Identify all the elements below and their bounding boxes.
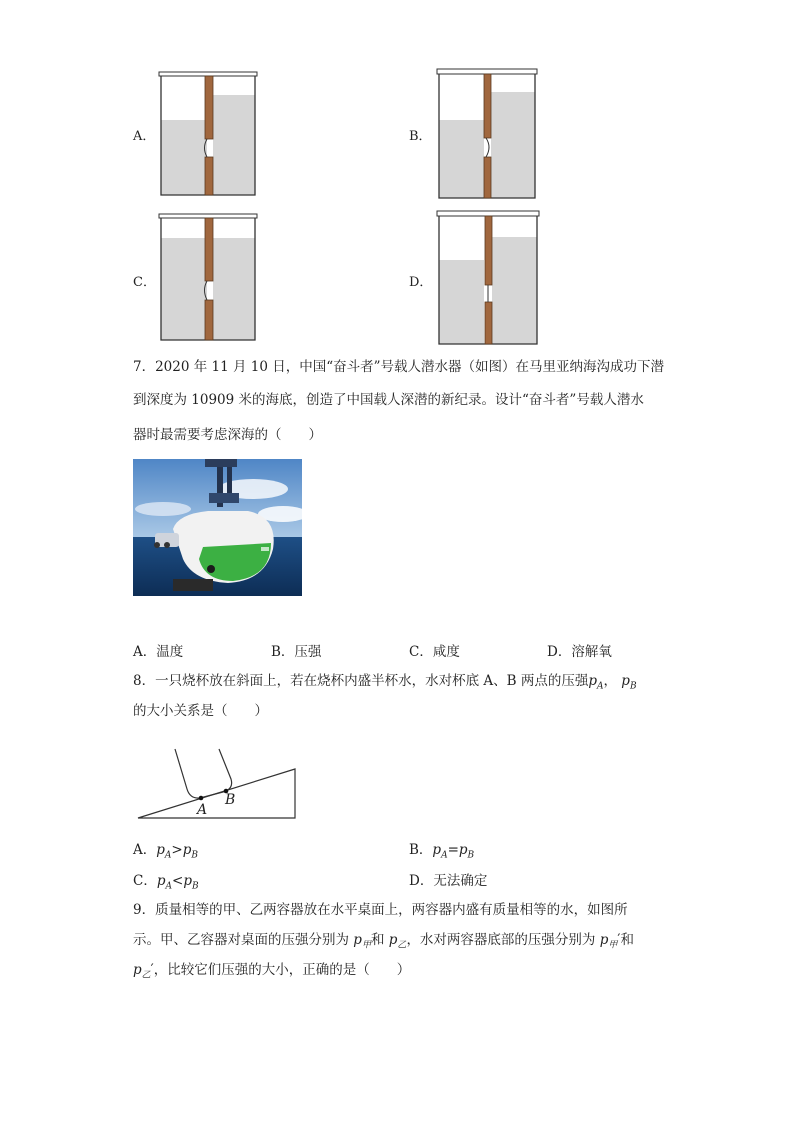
sub-a: A bbox=[441, 850, 448, 861]
comma: ， bbox=[603, 673, 617, 689]
q8-choice-a bbox=[133, 838, 198, 861]
q9-text-end: 和 bbox=[620, 932, 634, 948]
q7-choice-a: A．温度 bbox=[133, 644, 184, 660]
option-b-label: B． bbox=[409, 129, 432, 144]
q9-text-pre: 示。甲、乙容器对桌面的压强分别为 bbox=[133, 932, 354, 948]
diagram-b bbox=[434, 66, 540, 202]
choice-a-prefix: A． bbox=[133, 842, 157, 858]
q9-text-mid1: 和 bbox=[370, 932, 389, 948]
q7-choice-c: C．咸度 bbox=[409, 644, 460, 660]
water-left bbox=[161, 120, 207, 195]
option-c-label: C． bbox=[133, 275, 156, 290]
choice-b-prefix: B． bbox=[409, 842, 433, 858]
q9-text-end: ，比较它们压强的大小，正确的是（ ） bbox=[153, 962, 411, 978]
submersible-photo bbox=[133, 459, 302, 596]
option-a-label: A． bbox=[133, 129, 156, 144]
sub-yi: 乙 bbox=[141, 970, 151, 981]
choice-c-prefix: C． bbox=[133, 873, 157, 889]
partition-upper bbox=[205, 76, 213, 139]
sym-p: p bbox=[133, 962, 142, 978]
diagram-c bbox=[158, 212, 260, 344]
rel-gt: > bbox=[171, 842, 183, 858]
rel-lt: < bbox=[172, 873, 184, 889]
sym-p: p bbox=[599, 932, 609, 948]
q9-text-mid2: ，水对两容器底部的压强分别为 bbox=[406, 932, 600, 948]
beaker bbox=[175, 749, 232, 798]
water-right bbox=[213, 95, 255, 195]
q7-line-2: 到深度为 10909 米的海底，创造了中国载人深潜的新纪录。设计“奋斗者”号载人潜水 bbox=[133, 392, 644, 408]
sym-p: p bbox=[621, 673, 630, 689]
q8-line-2: 的大小关系是（ ） bbox=[133, 703, 268, 719]
rel-eq: = bbox=[447, 842, 459, 858]
option-d-label: D． bbox=[409, 275, 433, 290]
diagram-a bbox=[158, 68, 260, 198]
sub-b: B bbox=[467, 850, 475, 861]
q8-line-1 bbox=[133, 670, 637, 698]
membrane bbox=[486, 138, 489, 157]
q7-choice-b: B．压强 bbox=[271, 644, 322, 660]
sub-a: A bbox=[164, 850, 172, 861]
sub-b: B bbox=[191, 881, 199, 892]
sym-p: p bbox=[353, 932, 362, 948]
incline-diagram bbox=[135, 747, 299, 823]
q9-line-3 bbox=[133, 959, 410, 987]
sym-p: p bbox=[156, 873, 166, 889]
sym-p: p bbox=[156, 842, 165, 858]
q8-text: 8．一只烧杯放在斜面上，若在烧杯内盛半杯水，水对杯底 A、B 两点的压强 bbox=[133, 673, 589, 689]
q7-choice-d: D．溶解氧 bbox=[547, 644, 612, 660]
diagram-d bbox=[434, 208, 542, 348]
q8-choice-c bbox=[133, 869, 199, 892]
sym-p: p bbox=[388, 932, 398, 948]
q9-line-2 bbox=[133, 929, 634, 957]
sym-p: p bbox=[458, 842, 468, 858]
sub-a: A bbox=[165, 881, 172, 892]
point-a-dot bbox=[199, 796, 204, 801]
prime: ′ bbox=[617, 932, 621, 948]
sub-yi: 乙 bbox=[397, 940, 407, 951]
sub-a: A bbox=[597, 681, 604, 692]
q7-line-1: 7．2020 年 11 月 10 日，中国“奋斗者”号载人潜水器（如图）在马里亚纳海沟成功下潜 bbox=[133, 359, 665, 375]
sym-p: p bbox=[588, 673, 597, 689]
q8-choice-d: D．无法确定 bbox=[409, 873, 488, 889]
sub-jia: 甲 bbox=[361, 940, 371, 951]
sub-jia: 甲 bbox=[608, 940, 618, 951]
sym-p: p bbox=[182, 842, 192, 858]
point-a-label: A bbox=[197, 802, 208, 818]
q9-line-1: 9．质量相等的甲、乙两容器放在水平桌面上，两容器内盛有质量相等的水，如图所 bbox=[133, 902, 628, 918]
sym-p: p bbox=[183, 873, 192, 889]
prime: ′ bbox=[150, 962, 154, 978]
sub-b: B bbox=[191, 850, 198, 861]
q7-line-3: 器时最需要考虑深海的（ ） bbox=[133, 427, 322, 443]
sym-p: p bbox=[432, 842, 442, 858]
sub-b: B bbox=[629, 681, 637, 692]
q8-choice-b bbox=[409, 838, 474, 861]
partition-lower bbox=[205, 157, 213, 195]
point-b-label: B bbox=[225, 792, 236, 808]
